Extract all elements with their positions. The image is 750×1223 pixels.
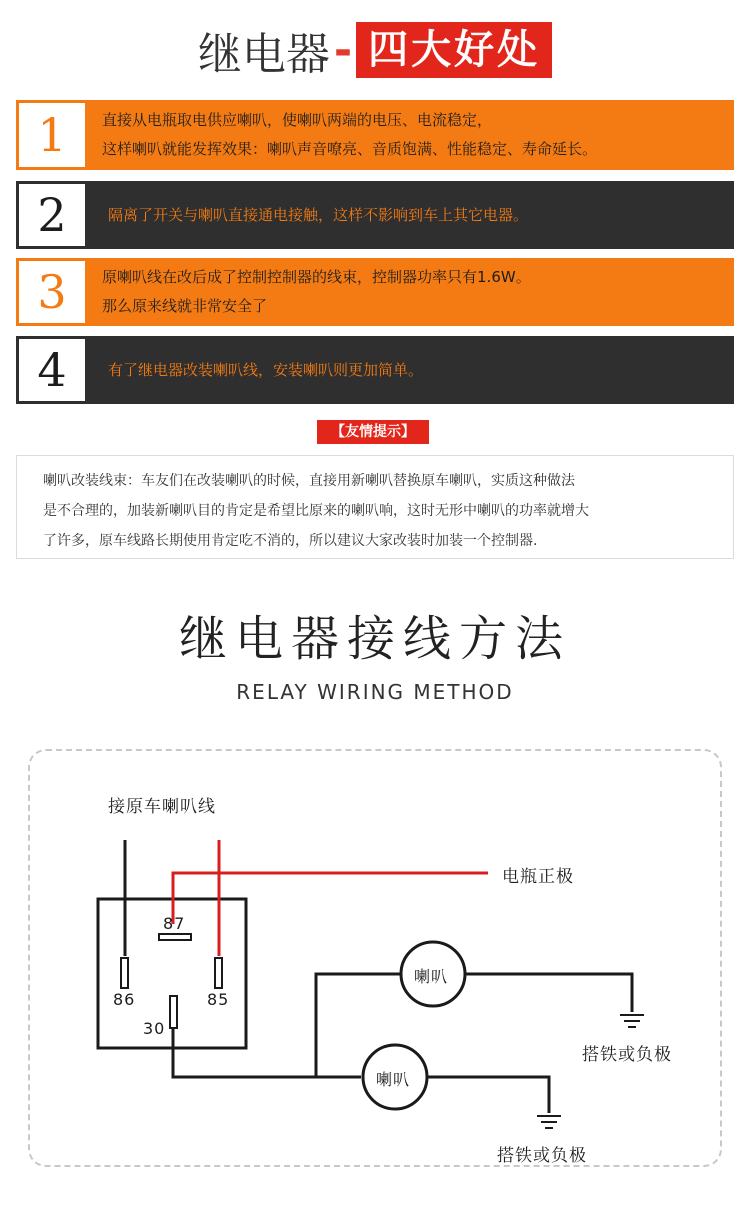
benefit-line: 这样喇叭就能发挥效果：喇叭声音嘹亮、音质饱满、性能稳定、寿命延长。 xyxy=(102,140,598,158)
pin-87-terminal xyxy=(159,934,191,940)
title-highlight: 四大好处 xyxy=(356,22,552,78)
pin-30-label: 30 xyxy=(143,1019,166,1038)
benefit-number-2: 2 xyxy=(16,181,88,249)
pin-85-terminal xyxy=(215,958,222,988)
pin-85-label: 85 xyxy=(207,990,230,1009)
horn-2-label: 喇叭 xyxy=(376,1070,411,1089)
pin-86-terminal xyxy=(121,958,128,988)
ground-label-1: 搭铁或负极 xyxy=(582,1045,672,1065)
benefit-line: 那么原来线就非常安全了 xyxy=(102,297,268,315)
benefit-line: 有了继电器改装喇叭线，安装喇叭则更加简单。 xyxy=(108,360,424,379)
wire-pin30-output xyxy=(173,1028,361,1077)
wire-horn2-ground xyxy=(427,1077,549,1113)
tip-line: 喇叭改装线束：车友们在改装喇叭的时候，直接用新喇叭替换原车喇叭，实质这种做法 xyxy=(43,473,575,489)
wiring-subtitle: RELAY WIRING METHOD xyxy=(236,680,514,704)
benefit-number-4: 4 xyxy=(16,336,88,404)
benefit-line: 隔离了开关与喇叭直接通电接触，这样不影响到车上其它电器。 xyxy=(108,205,529,224)
label-original-horn-wire: 接原车喇叭线 xyxy=(108,797,216,817)
pin-30-terminal xyxy=(170,996,177,1028)
ground-label-2: 搭铁或负极 xyxy=(497,1146,587,1166)
horn-1-label: 喇叭 xyxy=(414,967,449,986)
wire-horn1-ground xyxy=(465,974,632,1012)
title-relay: 继电器 xyxy=(197,29,330,80)
benefit-line: 直接从电瓶取电供应喇叭，使喇叭两端的电压、电流稳定， xyxy=(102,111,493,129)
title-dash: - xyxy=(333,24,353,76)
tip-line: 是不合理的，加装新喇叭目的肯定是希望比原来的喇叭响，这时无形中喇叭的功率就增大 xyxy=(43,503,589,519)
pin-86-label: 86 xyxy=(113,990,136,1009)
label-battery-positive: 电瓶正极 xyxy=(502,867,574,887)
tip-label: 【友情提示】 xyxy=(317,420,429,444)
tip-line: 了许多，原车线路长期使用肯定吃不消的，所以建议大家改装时加装一个控制器. xyxy=(43,533,538,549)
wiring-title: 继电器接线方法 xyxy=(178,611,571,667)
pin-87-label: 87 xyxy=(163,914,186,933)
benefit-line: 原喇叭线在改后成了控制控制器的线束，控制器功率只有1.6W。 xyxy=(102,268,531,286)
benefit-number-3: 3 xyxy=(16,258,88,326)
benefit-number-1: 1 xyxy=(16,100,88,170)
